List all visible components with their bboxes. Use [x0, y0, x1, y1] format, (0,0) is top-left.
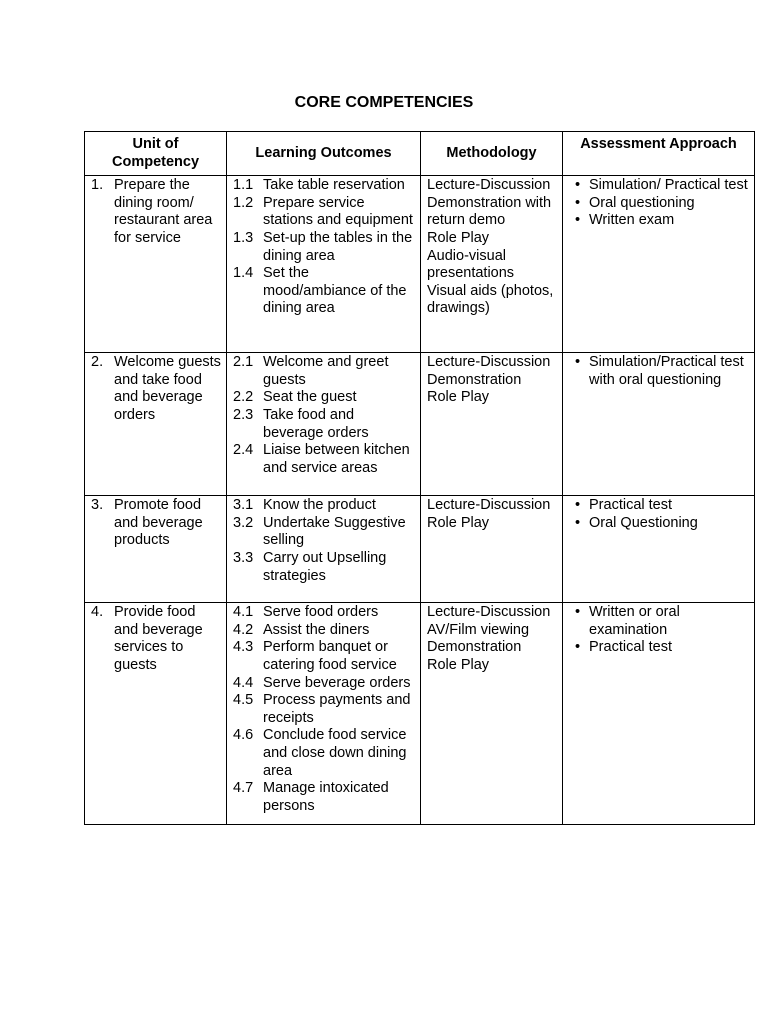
bullet-icon: •	[575, 354, 581, 371]
bullet-icon: •	[575, 177, 581, 194]
assessment-text: Simulation/ Practical test	[589, 177, 748, 194]
outcome-text: Assist the diners	[263, 621, 370, 638]
assessment-approach-cell	[563, 176, 755, 353]
assessment-approach-cell	[563, 353, 755, 496]
table-row	[85, 176, 755, 353]
outcome-number: 2.3	[233, 406, 254, 423]
methodology-item: Role Play	[427, 514, 490, 531]
outcome-text: Serve food orders	[263, 604, 379, 621]
methodology-item: Visual aids (photos, drawings)	[427, 282, 554, 317]
assessment-item	[569, 177, 749, 195]
methodology-item: Lecture-Discussion	[427, 497, 551, 514]
assessment-item	[569, 212, 749, 230]
page-title: CORE COMPETENCIES	[294, 94, 474, 111]
learning-outcome-item	[233, 195, 415, 230]
outcome-text: Set-up the tables in the dining area	[263, 229, 413, 264]
methodology-cell	[421, 496, 563, 603]
outcome-text: Perform banquet or catering food service	[263, 639, 397, 673]
outcome-number: 4.1	[233, 604, 254, 621]
bullet-icon: •	[575, 497, 581, 514]
assessment-list	[569, 604, 749, 657]
outcome-number: 2.1	[233, 354, 254, 371]
methodology-item: Demonstration	[427, 639, 522, 656]
outcome-number: 4.6	[233, 727, 254, 744]
learning-outcome-item	[233, 389, 415, 407]
methodology-item: Role Play	[427, 656, 490, 673]
outcome-number: 4.5	[233, 692, 254, 709]
table-row	[85, 603, 755, 825]
outcome-number: 4.2	[233, 621, 254, 638]
assessment-item	[569, 497, 749, 515]
outcome-number: 1.3	[233, 229, 254, 246]
learning-outcome-item	[233, 639, 415, 674]
assessment-list	[569, 177, 749, 230]
assessment-approach-cell	[563, 496, 755, 603]
methodology-item: Demonstration with return demo	[427, 194, 552, 229]
learning-outcome-item	[233, 515, 415, 550]
outcome-number: 4.7	[233, 780, 254, 797]
bullet-icon: •	[575, 604, 581, 621]
table-row	[85, 353, 755, 496]
learning-outcome-item	[233, 604, 415, 622]
header-methodology: Methodology	[421, 132, 563, 176]
learning-outcomes-cell	[227, 496, 421, 603]
unit-of-competency-cell	[85, 176, 227, 353]
assessment-text: Written exam	[589, 212, 675, 229]
unit-number: 4.	[91, 604, 104, 621]
outcome-number: 1.2	[233, 194, 254, 211]
learning-outcome-item	[233, 727, 415, 780]
learning-outcome-item	[233, 692, 415, 727]
unit-item	[91, 354, 221, 424]
outcome-number: 4.4	[233, 674, 254, 691]
learning-outcomes-cell	[227, 176, 421, 353]
outcome-number: 1.1	[233, 177, 254, 194]
outcome-text: Set the mood/ambiance of the dining area	[263, 265, 407, 317]
assessment-text: Practical test	[589, 497, 672, 514]
outcome-text: Welcome and greet guests	[263, 354, 389, 388]
learning-outcome-item	[233, 265, 415, 318]
outcome-text: Undertake Suggestive selling	[263, 514, 406, 549]
assessment-text: Written or oral examination	[589, 604, 680, 638]
assessment-item	[569, 354, 749, 389]
assessment-list	[569, 354, 749, 389]
outcome-text: Conclude food service and close down dining area	[263, 727, 407, 779]
methodology-item: Audio-visual presentations	[427, 247, 515, 282]
outcome-number: 2.2	[233, 389, 254, 406]
learning-outcomes-cell	[227, 603, 421, 825]
learning-outcome-item	[233, 550, 415, 585]
outcome-number: 2.4	[233, 442, 254, 459]
outcome-text: Serve beverage orders	[263, 674, 411, 691]
outcome-text: Prepare service stations and equipment	[263, 194, 413, 229]
outcome-text: Take table reservation	[263, 177, 405, 194]
bullet-icon: •	[575, 212, 581, 229]
assessment-text: Practical test	[589, 639, 672, 656]
table-header-row	[85, 132, 755, 176]
core-competencies-table	[84, 131, 755, 825]
methodology-item: Lecture-Discussion	[427, 604, 551, 621]
unit-number: 2.	[91, 354, 104, 371]
learning-outcome-item	[233, 442, 415, 477]
bullet-icon: •	[575, 194, 581, 211]
learning-outcome-item	[233, 497, 415, 515]
learning-outcome-item	[233, 622, 415, 640]
assessment-item	[569, 604, 749, 639]
header-unit-of-competency: Unit of Competency	[85, 132, 227, 176]
unit-of-competency-cell	[85, 496, 227, 603]
outcome-text: Seat the guest	[263, 389, 357, 406]
learning-outcome-item	[233, 177, 415, 195]
unit-item	[91, 604, 221, 674]
methodology-item: Lecture-Discussion	[427, 354, 551, 371]
unit-title: Provide food and beverage services to guests	[114, 604, 203, 673]
learning-outcome-item	[233, 407, 415, 442]
outcome-text: Know the product	[263, 497, 376, 514]
unit-number: 1.	[91, 177, 104, 194]
outcome-number: 3.2	[233, 514, 254, 531]
outcome-text: Carry out Upselling strategies	[263, 549, 387, 584]
outcome-text: Manage intoxicated persons	[263, 780, 389, 814]
methodology-item: Demonstration	[427, 371, 522, 388]
bullet-icon: •	[575, 514, 581, 531]
assessment-text: Oral Questioning	[589, 514, 698, 531]
unit-title: Welcome guests and take food and beverage orders	[114, 354, 221, 423]
methodology-item: AV/Film viewing	[427, 621, 530, 638]
methodology-cell	[421, 353, 563, 496]
learning-outcome-item	[233, 780, 415, 815]
unit-item	[91, 497, 221, 550]
outcome-text: Liaise between kitchen and service areas	[263, 442, 410, 476]
assessment-text: Simulation/Practical test with oral questioning	[589, 354, 744, 388]
unit-title: Promote food and beverage products	[114, 497, 203, 549]
unit-number: 3.	[91, 497, 104, 514]
assessment-item	[569, 639, 749, 657]
unit-title: Prepare the dining room/ restaurant area for service	[114, 177, 213, 246]
bullet-icon: •	[575, 639, 581, 656]
table-row	[85, 496, 755, 603]
assessment-approach-cell	[563, 603, 755, 825]
methodology-item: Role Play	[427, 389, 490, 406]
assessment-item	[569, 195, 749, 213]
learning-outcomes-cell	[227, 353, 421, 496]
unit-of-competency-cell	[85, 353, 227, 496]
outcome-text: Process payments and receipts	[263, 692, 411, 726]
learning-outcome-item	[233, 230, 415, 265]
unit-item	[91, 177, 221, 247]
learning-outcome-item	[233, 354, 415, 389]
outcome-number: 3.1	[233, 497, 254, 514]
methodology-item: Lecture-Discussion	[427, 177, 551, 194]
outcome-text: Take food and beverage orders	[263, 406, 369, 441]
methodology-item: Role Play	[427, 229, 490, 246]
learning-outcome-item	[233, 675, 415, 693]
outcome-number: 3.3	[233, 549, 254, 566]
assessment-text: Oral questioning	[589, 194, 695, 211]
header-assessment-approach: Assessment Approach	[563, 132, 755, 176]
methodology-cell	[421, 176, 563, 353]
unit-of-competency-cell	[85, 603, 227, 825]
outcome-number: 4.3	[233, 639, 254, 656]
outcome-number: 1.4	[233, 265, 254, 282]
methodology-cell	[421, 603, 563, 825]
header-learning-outcomes: Learning Outcomes	[227, 132, 421, 176]
assessment-list	[569, 497, 749, 532]
assessment-item	[569, 515, 749, 533]
